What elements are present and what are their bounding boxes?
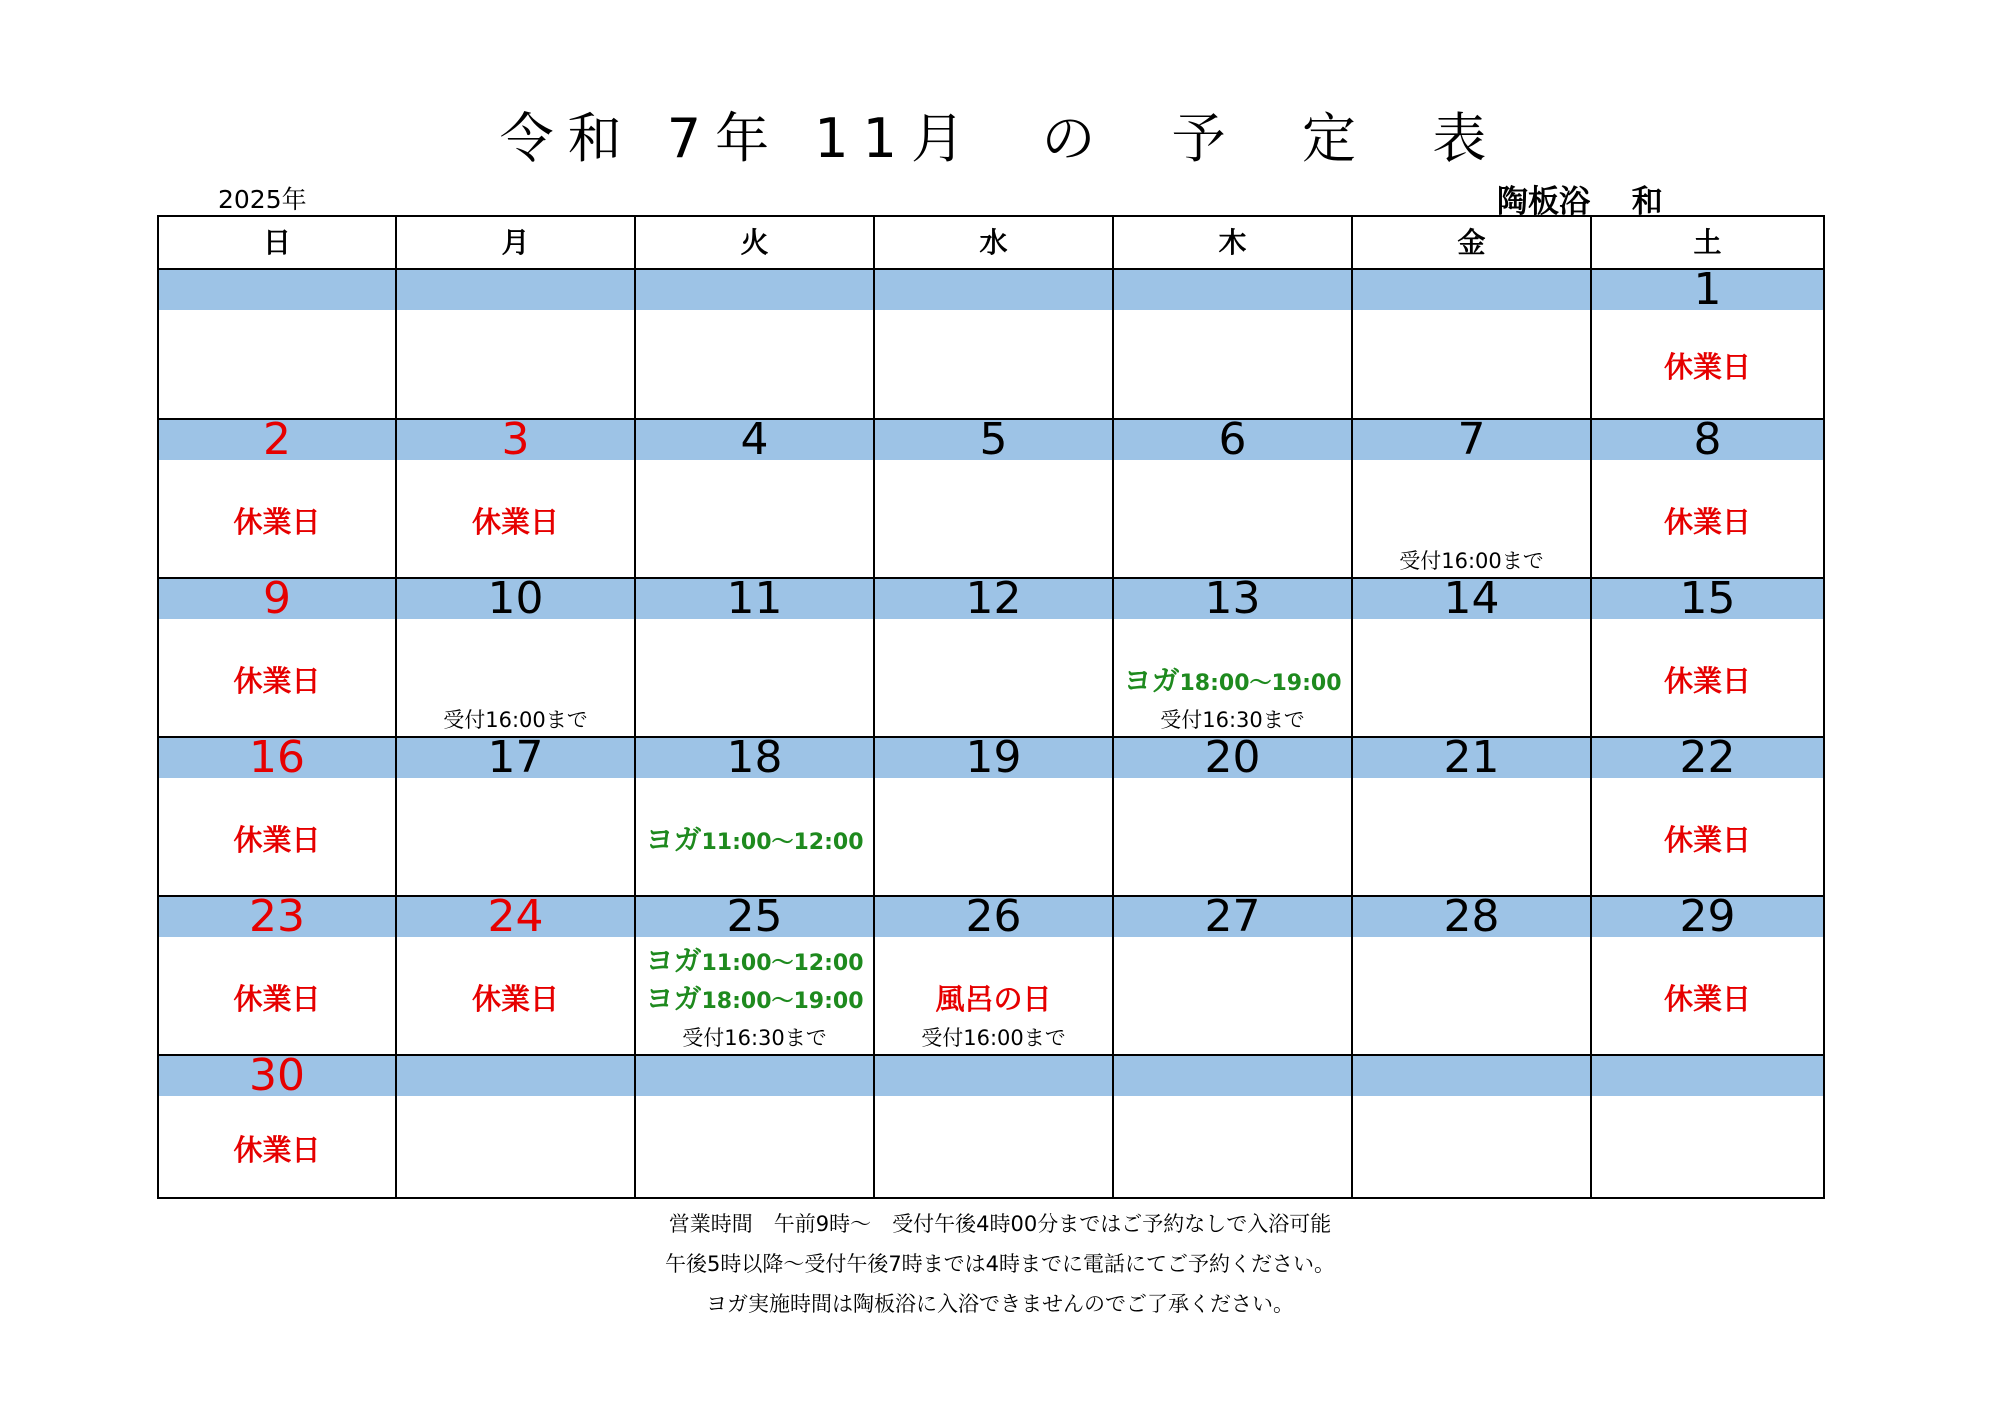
day-cell: [873, 573, 1112, 738]
day-cell: [1590, 1056, 1823, 1197]
shop-name: 陶板浴 和: [1497, 184, 1663, 220]
day-cell: [159, 732, 395, 897]
date-number: 30: [249, 1050, 305, 1101]
day-cell: [395, 270, 634, 420]
weekday-header-1: 月: [395, 217, 634, 268]
date-number: 9: [263, 573, 291, 624]
date-number: 1: [1693, 264, 1722, 315]
week-row: [159, 891, 1823, 1056]
yoga-label: ヨガ: [645, 944, 702, 977]
yoga-label: ヨガ: [645, 823, 702, 856]
date-number: 12: [965, 573, 1022, 624]
day-cell: [873, 414, 1112, 579]
yoga-label: ヨガ: [645, 982, 702, 1015]
day-cell: [1351, 732, 1590, 897]
date-number: 27: [1204, 891, 1261, 942]
yoga-schedule: [636, 818, 873, 858]
event-label: 風呂の日: [935, 982, 1052, 1016]
day-cell: [1351, 573, 1590, 738]
date-number: 19: [965, 732, 1022, 783]
day-cell: [159, 1050, 395, 1197]
date-number: 22: [1679, 732, 1736, 783]
footer-note: 午後5時以降～受付午後7時までは4時までに電話にてご予約ください。: [664, 1252, 1336, 1276]
date-number: 29: [1679, 891, 1736, 942]
day-cell: [395, 1056, 634, 1197]
day-cell: [1590, 264, 1823, 420]
weekday-header-row: [159, 217, 1823, 270]
date-number: 18: [726, 732, 783, 783]
yoga-time: 18:00～19:00: [701, 989, 864, 1014]
date-number: 6: [1218, 414, 1247, 465]
week-row: [159, 573, 1823, 738]
closed-day-label: 休業日: [233, 982, 321, 1016]
closed-day-label: 休業日: [233, 505, 321, 539]
day-cell: [1112, 270, 1351, 420]
day-cell: [1112, 891, 1351, 1056]
yoga-label: ヨガ: [1123, 664, 1180, 697]
week-row: [159, 264, 1823, 420]
reception-note: 受付16:00まで: [443, 708, 588, 732]
footer-note: ヨガ実施時間は陶板浴に入浴できませんのでご了承ください。: [706, 1292, 1294, 1316]
day-cell: [634, 891, 873, 1056]
day-cell: [395, 573, 634, 738]
date-number: 17: [487, 732, 544, 783]
day-cell: [1351, 891, 1590, 1056]
day-cell: [395, 414, 634, 579]
day-cell: [873, 270, 1112, 420]
day-cell: [1351, 414, 1590, 579]
date-number: 15: [1679, 573, 1736, 624]
date-number: 26: [965, 891, 1022, 942]
day-cell: [634, 732, 873, 897]
day-cell: [1112, 573, 1351, 738]
closed-day-label: 休業日: [1663, 350, 1751, 384]
day-cell: [395, 891, 634, 1056]
day-cell: [1112, 1056, 1351, 1197]
day-cell: [1351, 270, 1590, 420]
date-number: 8: [1693, 414, 1722, 465]
date-number: 21: [1443, 732, 1500, 783]
closed-day-label: 休業日: [1663, 664, 1751, 698]
yoga-schedule: [636, 977, 873, 1017]
week-row: [159, 414, 1823, 579]
closed-day-label: 休業日: [1663, 982, 1751, 1016]
day-cell: [159, 414, 395, 579]
date-number: 4: [740, 414, 769, 465]
day-cell: [159, 270, 395, 420]
day-cell: [634, 573, 873, 738]
date-number: 5: [979, 414, 1008, 465]
day-cell: [634, 1056, 873, 1197]
yoga-schedule: [636, 939, 873, 979]
yoga-schedule: [1114, 659, 1351, 699]
date-number: 20: [1204, 732, 1261, 783]
date-number: 16: [249, 732, 305, 783]
closed-day-label: 休業日: [233, 1133, 321, 1167]
day-cell: [395, 732, 634, 897]
day-cell: [159, 573, 395, 738]
date-number: 3: [501, 414, 530, 465]
closed-day-label: 休業日: [471, 505, 559, 539]
closed-day-label: 休業日: [1663, 823, 1751, 857]
day-cell: [1590, 732, 1823, 897]
reception-note: 受付16:00まで: [1399, 549, 1544, 573]
day-cell: [634, 270, 873, 420]
weekday-header-4: 木: [1112, 217, 1351, 268]
day-cell: [1590, 891, 1823, 1056]
date-number: 7: [1457, 414, 1486, 465]
day-cell: [873, 732, 1112, 897]
closed-day-label: 休業日: [233, 664, 321, 698]
day-cell: [1590, 414, 1823, 579]
day-cell: [873, 1056, 1112, 1197]
weekday-header-3: 水: [873, 217, 1112, 268]
footer-note: 営業時間 午前9時～ 受付午後4時00分まではご予約なしで入浴可能: [668, 1212, 1332, 1236]
day-cell: [1112, 732, 1351, 897]
page-title: 令和 7年 11月 の 予 定 表: [499, 107, 1501, 170]
week-row: [159, 1050, 1823, 1197]
closed-day-label: 休業日: [1663, 505, 1751, 539]
date-number: 14: [1443, 573, 1500, 624]
year-label: 2025年: [218, 185, 307, 214]
date-number: 23: [249, 891, 305, 942]
date-number: 11: [726, 573, 783, 624]
date-number: 25: [726, 891, 783, 942]
date-number: 24: [487, 891, 544, 942]
weekday-header-5: 金: [1351, 217, 1590, 268]
closed-day-label: 休業日: [233, 823, 321, 857]
day-cell: [159, 891, 395, 1056]
calendar-table: [157, 215, 1825, 1199]
day-cell: [873, 891, 1112, 1056]
yoga-time: 18:00～19:00: [1179, 671, 1342, 696]
date-number: 28: [1443, 891, 1500, 942]
day-cell: [634, 414, 873, 579]
weekday-header-6: 土: [1590, 217, 1823, 268]
yoga-time: 11:00～12:00: [701, 830, 864, 855]
day-cell: [1590, 573, 1823, 738]
day-cell: [1112, 414, 1351, 579]
reception-note: 受付16:30まで: [682, 1026, 827, 1050]
week-row: [159, 732, 1823, 897]
date-number: 13: [1204, 573, 1261, 624]
yoga-time: 11:00～12:00: [701, 951, 864, 976]
day-cell: [1351, 1056, 1590, 1197]
weekday-header-0: 日: [262, 226, 291, 259]
date-number: 10: [487, 573, 544, 624]
date-number: 2: [263, 414, 291, 465]
weekday-header-2: 火: [634, 217, 873, 268]
reception-note: 受付16:00まで: [921, 1026, 1066, 1050]
reception-note: 受付16:30まで: [1160, 708, 1305, 732]
closed-day-label: 休業日: [471, 982, 559, 1016]
